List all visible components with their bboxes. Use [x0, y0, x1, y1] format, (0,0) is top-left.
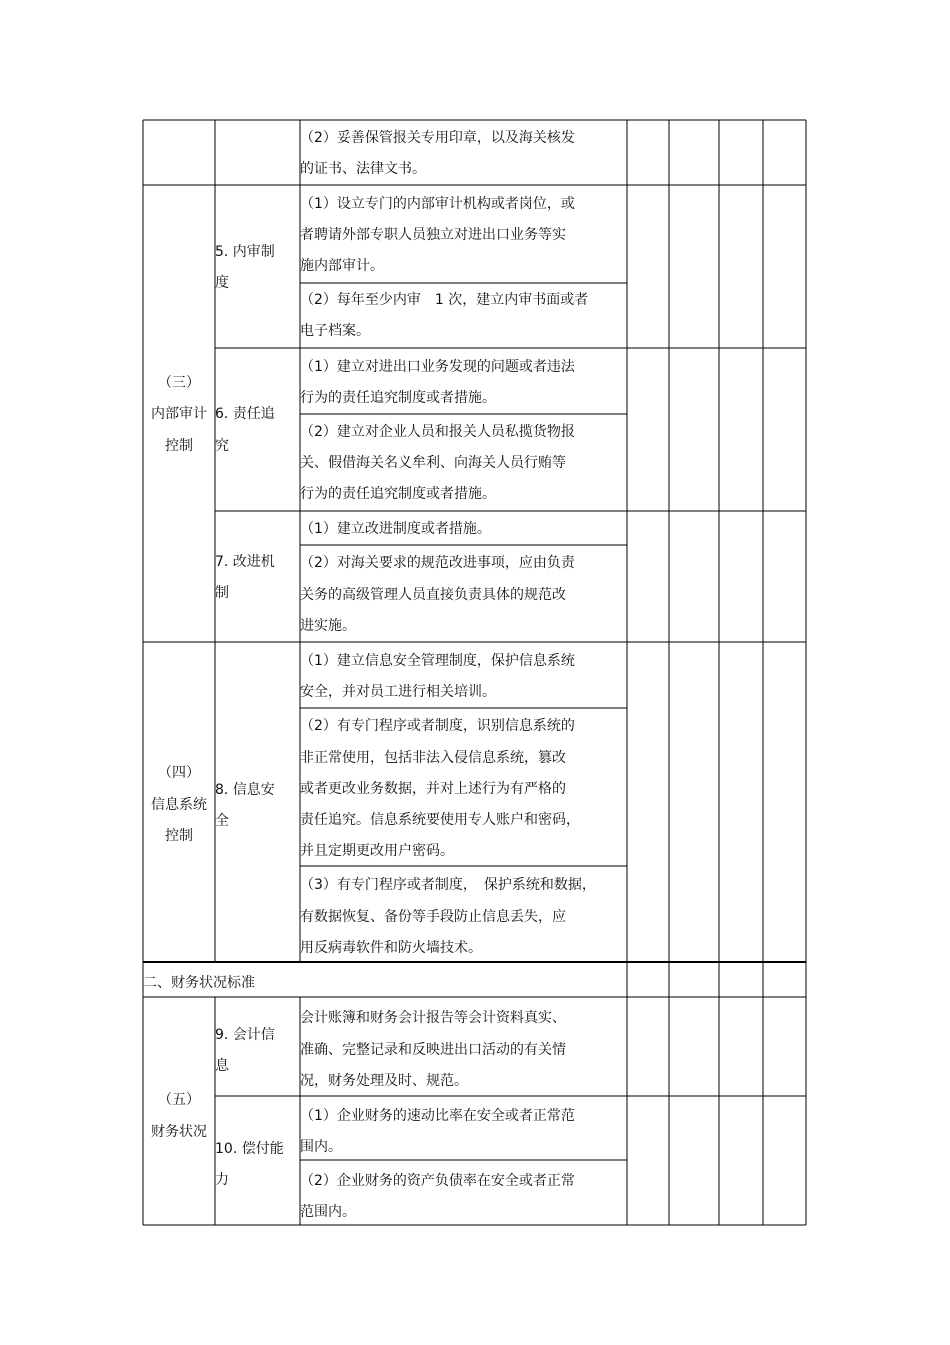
subitem-10-line2: 力: [215, 1172, 229, 1188]
subitem-8-line1: 8. 信息安: [215, 782, 275, 798]
content-row-l-line1: （1）企业财务的速动比率在安全或者正常范: [300, 1108, 575, 1124]
subitem-7-line2: 制: [215, 585, 229, 601]
content-row-b-line2: 者聘请外部专职人员独立对进出口业务等实: [300, 227, 566, 243]
category-5-line2: 财务状况: [151, 1124, 207, 1140]
content-row-b-line3: 施内部审计。: [300, 258, 384, 274]
content-row-d-line1: （1）建立对进出口业务发现的问题或者违法: [300, 359, 575, 375]
content-row-i-line3: 或者更改业务数据，并对上述行为有严格的: [300, 781, 566, 797]
content-row-i-line2: 非正常使用，包括非法入侵信息系统，篡改: [300, 750, 566, 766]
subitem-9-line2: 息: [215, 1058, 229, 1074]
subitem-8-line2: 全: [215, 813, 229, 829]
subitem-6-line1: 6. 责任追: [215, 406, 275, 422]
content-row-j-line1: （3）有专门程序或者制度， 保护系统和数据，: [300, 877, 596, 893]
section-2-heading: 二、财务状况标准: [143, 975, 255, 991]
content-row-a-line2: 的证书、法律文书。: [300, 161, 426, 177]
content-row-a-line1: （2）妥善保管报关专用印章，以及海关核发: [300, 130, 575, 146]
content-row-i-line4: 责任追究。信息系统要使用专人账户和密码，: [300, 812, 580, 828]
subitem-9-line1: 9. 会计信: [215, 1027, 275, 1043]
category-3-line1: （三）: [158, 375, 200, 391]
content-row-m-line1: （2）企业财务的资产负债率在安全或者正常: [300, 1173, 575, 1189]
content-row-h-line2: 安全，并对员工进行相关培训。: [300, 684, 496, 700]
subitem-5-line1: 5. 内审制: [215, 244, 275, 260]
content-row-g-line1: （2）对海关要求的规范改进事项，应由负责: [300, 555, 575, 571]
category-3-line2: 内部审计: [151, 406, 207, 422]
content-row-c-line1: （2）每年至少内审 1 次，建立内审书面或者: [300, 292, 589, 308]
content-row-g-line3: 进实施。: [300, 618, 356, 634]
category-4-line3: 控制: [165, 828, 193, 844]
content-row-f-line1: （1）建立改进制度或者措施。: [300, 521, 491, 537]
category-4-line1: （四）: [158, 765, 200, 781]
content-row-h-line1: （1）建立信息安全管理制度，保护信息系统: [300, 653, 575, 669]
content-row-k-line3: 况，财务处理及时、规范。: [300, 1073, 468, 1089]
subitem-7-line1: 7. 改进机: [215, 554, 275, 570]
content-row-m-line2: 范围内。: [300, 1204, 356, 1220]
category-4-line2: 信息系统: [151, 797, 207, 813]
content-row-k-line1: 会计账簿和财务会计报告等会计资料真实、: [300, 1010, 566, 1026]
category-5-line1: （五）: [158, 1092, 200, 1108]
content-row-k-line2: 准确、完整记录和反映进出口活动的有关情: [300, 1042, 566, 1058]
content-row-j-line2: 有数据恢复、备份等手段防止信息丢失，应: [300, 909, 566, 925]
content-row-l-line2: 围内。: [300, 1139, 342, 1155]
category-3-line3: 控制: [165, 438, 193, 454]
content-row-c-line2: 电子档案。: [300, 323, 370, 339]
content-row-d-line2: 行为的责任追究制度或者措施。: [300, 390, 496, 406]
content-row-g-line2: 关务的高级管理人员直接负责具体的规范改: [300, 587, 566, 603]
content-row-e-line1: （2）建立对企业人员和报关人员私揽货物报: [300, 424, 575, 440]
subitem-5-line2: 度: [215, 275, 229, 291]
content-row-e-line3: 行为的责任追究制度或者措施。: [300, 486, 496, 502]
content-row-j-line3: 用反病毒软件和防火墙技术。: [300, 940, 482, 956]
content-row-e-line2: 关、假借海关名义牟利、向海关人员行贿等: [300, 455, 566, 471]
content-row-b-line1: （1）设立专门的内部审计机构或者岗位，或: [300, 196, 575, 212]
content-row-i-line1: （2）有专门程序或者制度，识别信息系统的: [300, 718, 575, 734]
subitem-10-line1: 10. 偿付能: [215, 1141, 284, 1157]
subitem-6-line2: 究: [215, 438, 229, 454]
content-row-i-line5: 并且定期更改用户密码。: [300, 843, 454, 859]
